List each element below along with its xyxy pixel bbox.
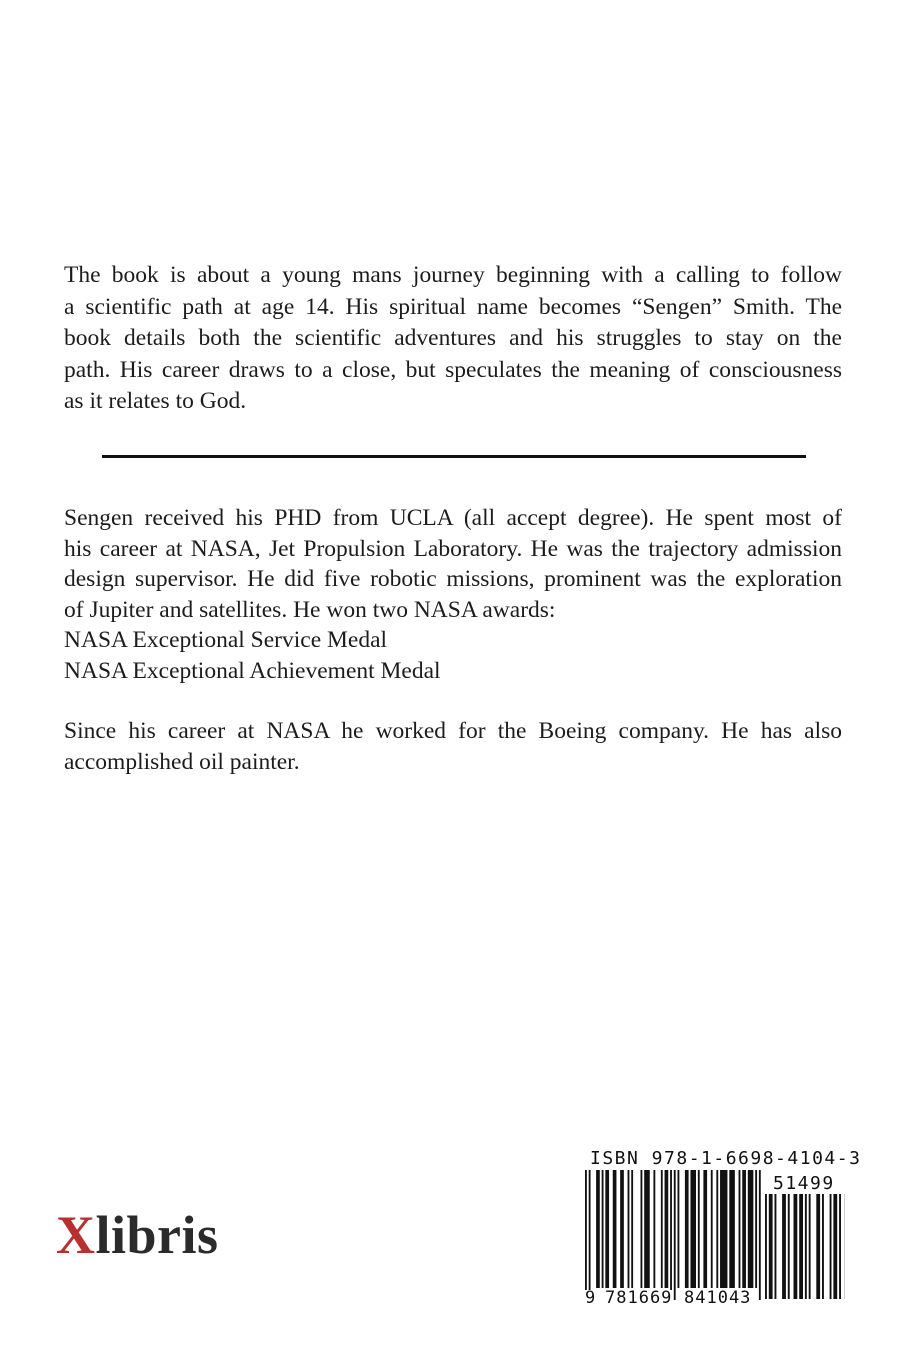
- barcode-bar: [661, 1170, 663, 1288]
- barcode-bar: [830, 1194, 832, 1299]
- barcode-bar: [809, 1194, 811, 1299]
- barcode-bar: [716, 1170, 718, 1288]
- logo-x: X: [56, 1205, 96, 1265]
- barcode-bar: [674, 1170, 676, 1300]
- price-code: 51499: [773, 1173, 835, 1194]
- barcode-bar: [739, 1170, 741, 1288]
- barcode-bar: [641, 1170, 643, 1288]
- barcode-bar: [678, 1170, 680, 1288]
- barcode-bar: [670, 1170, 672, 1300]
- bio-line: Sengen received his PHD from UCLA (all accept degree). He spent most of: [64, 505, 842, 531]
- barcode-bar: [703, 1170, 707, 1288]
- paragraph-gap: [64, 686, 842, 716]
- barcode-bar: [602, 1170, 604, 1288]
- barcode-bar: [822, 1194, 824, 1299]
- barcode-bar: [799, 1194, 803, 1299]
- xlibris-logo: [56, 1205, 219, 1265]
- barcode-bar: [742, 1170, 746, 1288]
- barcode-bar: [794, 1194, 798, 1299]
- isbn-barcode: [585, 1148, 862, 1328]
- barcode-bar: [769, 1194, 773, 1299]
- summary-line: a scientific path at age 14. His spiritual name becomes “Sengen” Smith. The: [64, 293, 842, 320]
- barcode-bar: [620, 1170, 624, 1288]
- barcode-bar: [816, 1194, 820, 1299]
- isbn-label: ISBN 978-1-6698-4104-3: [590, 1148, 862, 1169]
- barcode-bar: [698, 1170, 700, 1288]
- barcode-bar: [720, 1170, 727, 1288]
- barcode-bar: [775, 1194, 777, 1299]
- summary-line: path. His career draws to a close, but speculates the meaning of consciousness: [64, 356, 842, 383]
- barcode-bar: [605, 1170, 609, 1288]
- barcode-bar: [644, 1170, 650, 1288]
- barcode-bar: [653, 1170, 655, 1288]
- price-addon-bars: [765, 1194, 845, 1324]
- barcode-bar: [748, 1170, 754, 1288]
- summary-line: as it relates to God.: [64, 388, 247, 415]
- ean-barcode-bars: [585, 1170, 765, 1300]
- barcode-bar: [788, 1194, 790, 1299]
- barcode-bar: [628, 1170, 630, 1288]
- barcode-bar: [631, 1170, 633, 1288]
- bio-line: Since his career at NASA he worked for the Boeing company. He has also: [64, 718, 842, 744]
- award-item: NASA Exceptional Service Medal: [64, 627, 388, 653]
- barcode-bar: [585, 1170, 587, 1300]
- barcode-bar: [805, 1194, 807, 1299]
- barcode-bar: [839, 1194, 841, 1299]
- divider-rule: [102, 455, 806, 458]
- barcode-bar: [589, 1170, 591, 1300]
- barcode-bar: [690, 1170, 696, 1288]
- summary-line: book details both the scientific adventures and his struggles to stay on the: [64, 325, 842, 352]
- barcode-bar: [782, 1194, 786, 1299]
- award-item: NASA Exceptional Achievement Medal: [64, 657, 441, 684]
- bio-line: his career at NASA, Jet Propulsion Laboratory. He was the trajectory admission: [64, 535, 842, 562]
- ean-left-digits: 781669: [605, 1288, 673, 1308]
- bio-line: accomplished oil painter.: [64, 748, 300, 775]
- barcode-bar: [613, 1170, 617, 1288]
- bio-line: design supervisor. He did five robotic missions, prominent was the exploration: [64, 566, 842, 592]
- ean-first-digit: 9: [585, 1288, 597, 1308]
- barcode-bar: [665, 1170, 669, 1288]
- barcode-bar: [833, 1194, 837, 1299]
- barcode-bar: [755, 1170, 757, 1288]
- barcode-bar: [765, 1194, 767, 1299]
- ean-right-digits: 841043: [684, 1288, 752, 1308]
- barcode-bar: [759, 1170, 761, 1300]
- bio-line: of Jupiter and satellites. He won two NASA awards:: [64, 596, 556, 623]
- barcode-bar: [596, 1170, 600, 1288]
- book-summary: [64, 260, 842, 418]
- summary-line: The book is about a young mans journey beginning with a calling to follow: [64, 262, 842, 288]
- barcode-bar: [729, 1170, 735, 1288]
- author-bio: [64, 503, 842, 777]
- barcode-bar: [711, 1170, 713, 1288]
- logo-text: libris: [95, 1205, 219, 1265]
- barcode-bar: [685, 1170, 689, 1288]
